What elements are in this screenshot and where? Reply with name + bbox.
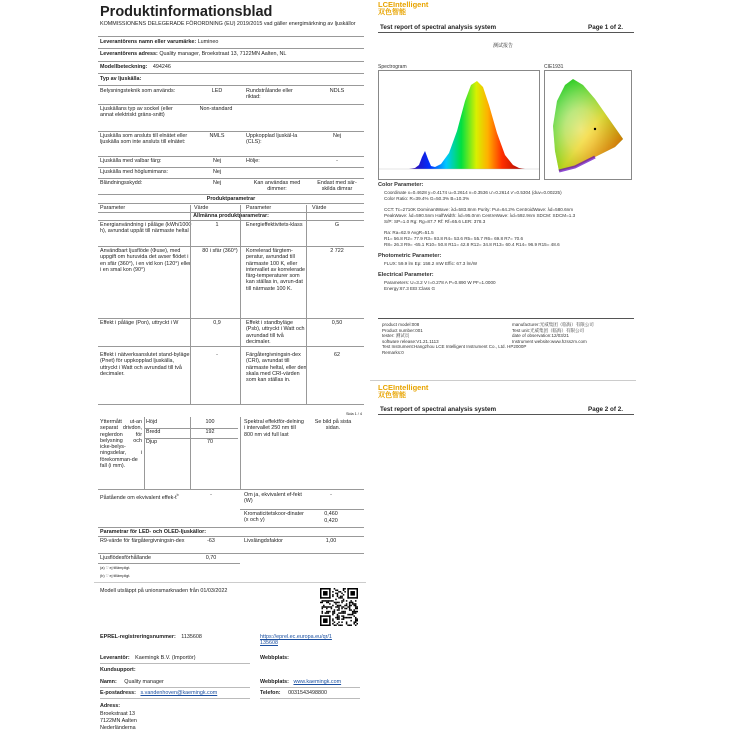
color-line: Coordinate x=0.4628 y=0.4174 u=0.2614 v=0.3536 u'=0.2614 v'=0.5304 (duv=0.00225) [384,190,562,195]
page-number: Sida 1 / 4 [345,412,362,416]
color-line: Color Ratio: R=39.4% G=50.3% B=10.3% [384,196,470,201]
color-param-title: Color Parameter: [378,182,424,188]
type-row-value: Non-standard [199,106,233,112]
eprel-label: EPREL-registreringsnummer: [100,634,176,640]
chroma-x: 0,460 [324,511,338,517]
info-line: manufacturer:光威集团（临海）有限公司 [512,322,594,327]
brand-logo [378,1,428,17]
vendor-row [100,655,196,661]
param-row [100,352,362,404]
regulation-subtitle: KOMMISSIONENS DELEGERADE FÖRORDNING (EU) 2019/2015 vad gäller energimärkning av ljuskällor [100,21,356,27]
dim-name: Djup [146,439,158,445]
type-row-label-2: Kan användas med dimmer: [253,180,301,193]
type-row-label-2: Uppkopplad ljuskäl-la (CLS): [246,133,298,146]
cie-point [594,128,596,130]
model-label: Modellbeteckning: [100,64,148,70]
info-line: software release:V1.21.1113 [382,338,439,344]
cct-line: CCT: Tc=2710K DominantWave: λd=583.8nm Purity: Pur=64.2% CentroidWave: λd=580.6nm [384,207,574,212]
eprel-link[interactable]: https://eprel.ec.europa.eu/qr/1135608 [260,634,332,647]
type-row-value-2: Endast med sär-skilda dimrar [317,180,357,193]
model-released: Modell utsläppt på unionsmarknaden från 01/03/2022 [100,588,228,594]
type-row-value: Nej [212,180,222,186]
param-row [100,222,362,246]
cct-line: S/P: SP=1.0 Rg: Rg=87.7 Rf: Rf=65.6 LER: 378.3 [384,219,486,224]
photo-title: Photometric Parameter: [378,253,442,259]
cie-label: CIE1931 [544,64,564,70]
ra-line: Ra: Ra=62.9 AvgR=51.5 [384,230,434,235]
elec-line: Parameters: U=3.2 V I=0.278 A P=0.890 W PF=1.0000 [384,280,496,285]
type-row [100,180,362,194]
spectral-label: Spektral effektför-delning i intervallet 250 nm till 800 nm vid full last [244,419,304,438]
dims-row [146,439,236,446]
params-col-header [100,205,362,212]
info-line: Test Instrument:Hangzhou LCE Intelligent Instrument Co., Ltd. HP2000P [382,344,527,350]
supplier-label: Leverantörens namn eller varumärke: [100,39,197,45]
chroma-label: Kromaticitetskoor-dinater (x och y) [244,511,304,524]
info-line: date of observation:12/03/21 [512,333,570,339]
dim-name: Bredd [146,429,161,435]
life-label: Livslängdsfaktor [244,538,283,544]
info-line: product model:008 [382,322,420,327]
type-row [100,169,362,177]
param-row [100,248,362,318]
param-row-value: - [216,352,218,358]
param-row-value-2: G [334,222,340,228]
dims-row [146,419,236,426]
footnote-a: (a) '-' ej tillämpligt. [100,566,131,570]
qr-code-icon [320,588,358,626]
equiv-label: Påstående om ekvivalent effek-$t^b$ [100,493,179,501]
life-value: 1,00 [325,538,337,544]
ra-line: R8= 26.3 R9= -65.1 R10= 50.8 R11= 42.8 R12= 34.8 R13= 60.4 R14= 96.9 R15= 48.6 [384,242,560,247]
param-row [100,320,362,346]
maint-value: 0,70 [205,555,217,561]
photo-line: FLUX: 59.9 lm Ep: 158.2 mW Effic: 67.3 lm/W [384,261,478,266]
type-row [100,88,362,103]
spectrogram-chart [378,70,540,180]
params-header: Produktparametrar [206,196,256,202]
type-row-value-2: Nej [332,133,342,139]
r9-label: R9-värde för färgåtergivningsin-dex [100,538,185,544]
phone-label: Telefon: [260,690,281,696]
type-row-value: LED [211,88,223,94]
brand-name-cn: 双色智能 [378,9,406,16]
elec-title: Electrical Parameter: [378,272,434,278]
info-right [512,322,594,344]
param-row-value-2: 0,50 [331,320,343,326]
address-row [100,51,286,57]
page-title: Produktinformationsblad [100,4,273,20]
type-row [100,133,362,155]
type-row-label: Bländningsskydd: [100,180,143,186]
param-row-label-2: Färgåtergivningsin-dex (CRI), avrundat till närmaste heltal, eller den skala med CRI-värden som kan ställas in. [246,352,307,384]
info-line: Product number:001 [382,327,423,333]
cie-chart [544,70,632,180]
product-sheet [94,0,366,736]
supplier-row [100,39,218,45]
param-row-label-2: Energieffektivitets-klass [246,222,303,228]
report-center-label: 测试报告 [492,43,513,49]
support-label: Kundsupport: [100,667,136,673]
brand-name: LCEIntelligent [378,0,429,9]
page-indicator-2: Page 2 of 2. [588,406,623,413]
addr-label: Adress: [100,703,121,709]
name-value: Quality manager [124,679,164,685]
addr-line: 7122MN Aalten [100,718,137,724]
phone-row [260,690,327,696]
vendor-value: Kaemingk B.V. (Importör) [135,655,196,661]
type-row-label: Ljuskällans typ av sockel (eller annat elektriskt gräns-snitt) [100,106,173,119]
dim-value: 192 [205,429,215,435]
info-line: Remarks:0 [382,349,404,355]
dim-value: 70 [207,439,213,445]
model-row [100,64,171,70]
param-row-label: Användbart ljusflöde (Φuse), med uppgift om huruvida det avser flödet i en sfär (360°), i en vid kon (120°) eller i en smal kon (90°) [100,248,191,273]
web-row [260,679,341,685]
name-label: Namn: [100,679,117,685]
ra-line: R1= 56.8 R2= 77.9 R3= 93.8 R4= 53.6 R5= 55.7 R6= 69.8 R7= 70.6 [384,236,524,241]
webpage-label: Webbplats: [260,655,289,661]
address-label: Leverantörens adress: [100,51,158,57]
spectral-report [370,0,636,420]
eprel-value: 1135608 [181,634,202,640]
supplier-value: Lumineo [197,39,219,45]
report-title: Test report of spectral analysis system [380,24,497,31]
maint-label: Ljusflödesförhållande [100,555,151,561]
param-row-label-2: Korrelerad färgtem-peratur, avrundad till närmaste 100 K, eller intervallet av korrelerade färg-temperaturer som kan ställas in, avrun-dat till närmaste 100 K. [246,248,306,292]
brand-name: LCEIntelligent [378,383,429,392]
col-param-2: Parameter [246,205,272,211]
report-title-2: Test report of spectral analysis system [380,406,497,413]
param-row-label: Effekt i påläge (Pon), uttryckt i W [100,320,179,326]
address-value: Quality manager, Broekstraat 13, 7122MN Aalten, NL [159,51,287,57]
dim-name: Höjd [146,419,158,425]
brand-name-cn: 双色智能 [378,392,406,399]
param-row-value: 1 [215,222,219,228]
col-param: Parameter [100,205,126,211]
eprel-row [100,634,202,640]
addr-line: Nederländerna [100,725,136,731]
web-label: Webbplats: [260,679,289,685]
type-row-value: Nej [212,158,222,164]
dims-label: Yttermått ut-an separat drivdon, reglerdon för belysning och icke-belys-ningsdelar, i förekomman-de fall (i mm). [100,419,142,470]
col-value: Värde [194,205,209,211]
spectrogram-label: Spectrogram [378,64,407,70]
model-value: 494246 [152,64,171,70]
equiv-value: - [210,492,212,498]
type-row-value: Nej [212,169,222,175]
type-row-label: Ljuskälla som ansluts till elnätet eller ljuskälla som inte ansluts till elnätet: [100,133,188,146]
general-header: Allmänna produktparametrar: [193,213,269,219]
type-row [100,106,362,130]
type-row-label: Ljuskälla med höglumimans: [100,169,169,175]
addr-line: Broekstraat 13 [100,711,136,717]
email-label: E-postadress: [100,690,136,696]
info-line: Test unit:光威集团（临海）有限公司 [512,327,585,333]
equiv-value-2: - [330,492,332,498]
name-row [100,679,164,685]
spectrum-curve [409,81,525,169]
info-line: Instrument website:www.hzsszm.com [512,338,587,344]
brand-logo-2 [378,384,428,400]
type-row-value: NMLS [209,133,225,139]
r9-value: -63 [207,538,215,544]
elec-line: Energy:67.3 EEI:Class G [384,286,436,291]
param-row-label: Energianvändning i påläge (kWh/1000 h), avrundat uppåt till närmaste heltal [100,222,192,235]
type-row-label-2: Rundstrålande eller riktad: [246,88,293,101]
email-link[interactable]: s.vandenhoven@kaemingk.com [140,690,218,696]
phone-value: 0031543498800 [288,690,328,696]
type-row-label-2: Hölje: [246,158,260,164]
dims-row [146,429,236,436]
param-row-value: 0,9 [213,320,221,326]
dim-value: 100 [205,419,215,425]
page-indicator: Page 1 of 2. [588,24,623,31]
cct-line: PeakWave: λd=590.5nm HalfWidth: λd=95.0nm CentreWave: λd=592.9nm SDCM: SDCM=1.3 [384,213,576,218]
type-row [100,158,362,166]
param-row-value: 80 i sfär (360°) [202,248,238,254]
param-row-label: Effekt i nätverksanslutet stand-byläge (Pnet) för uppkopplad ljuskälla, uttryckt i Watt och avrundad till två decimaler. [100,352,190,377]
info-left [382,322,526,356]
param-row-value-2: 62 [334,352,340,358]
vendor-label: Leverantör: [100,655,130,661]
spectral-value: Se bild på sista sidan. [314,419,352,432]
col-value-2: Värde [312,205,327,211]
email-row [100,690,217,696]
web-link[interactable]: www.kaemingk.com [293,679,342,685]
type-header: Typ av ljuskälla: [100,76,142,82]
type-row-value-2: - [336,158,338,164]
chroma-y: 0,420 [324,518,338,524]
param-row-label-2: Effekt i standbyläge (Psb), uttryckt i Watt och avrundad till två decimaler. [246,320,305,345]
equiv-label-text: Påstående om ekvivalent effek-t [100,494,177,501]
type-row-label: Belysningsteknik som används: [100,88,176,94]
footnote-b: (b) '-' ej tillämpligt. [100,574,131,578]
equiv-label-2: Om ja, ekvivalent ef-fekt (W) [244,492,302,505]
type-row-value-2: NDLS [329,88,345,94]
info-line: tester: 测试员 [382,333,410,339]
param-row-value-2: 2 722 [330,248,344,254]
led-header: Parametrar för LED- och OLED-ljuskällor: [100,529,207,535]
type-row-label: Ljuskälla med valbar färg: [100,158,162,164]
